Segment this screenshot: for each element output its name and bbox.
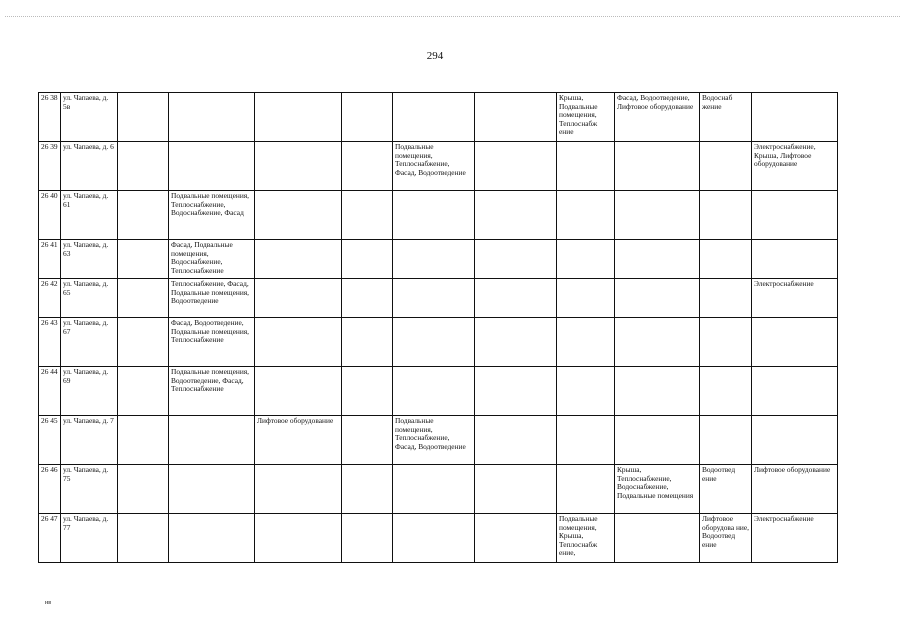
work-cell (700, 318, 752, 367)
address-cell: ул. Чапаева, д. 77 (61, 514, 118, 563)
work-cell (255, 142, 342, 191)
work-cell (557, 367, 615, 416)
work-cell: Электроснабжение (752, 279, 838, 318)
work-cell (475, 191, 557, 240)
work-cell (700, 367, 752, 416)
work-cell (393, 191, 475, 240)
work-cell: Лифтовое оборудование (255, 416, 342, 465)
work-cell (752, 191, 838, 240)
work-cell (475, 279, 557, 318)
work-cell (475, 514, 557, 563)
page-number: 294 (426, 50, 444, 62)
row-number-cell: 26 40 (39, 191, 61, 240)
table-row (39, 279, 838, 318)
table-row (39, 514, 838, 563)
row-number-cell: 26 46 (39, 465, 61, 514)
work-cell (700, 279, 752, 318)
empty-cell (118, 465, 169, 514)
work-cell (475, 416, 557, 465)
empty-cell (118, 240, 169, 279)
work-cell (475, 142, 557, 191)
row-number-cell: 26 45 (39, 416, 61, 465)
work-cell: Крыша, Теплоснабжение, Водоснабжение, Подвальные помещения (615, 465, 700, 514)
work-cell: Лифтовое оборудование (752, 465, 838, 514)
work-cell (700, 191, 752, 240)
work-cell: Крыша, Подвальные помещения, Теплоснабж ение (557, 93, 615, 142)
row-number-cell: 26 43 (39, 318, 61, 367)
empty-cell (342, 367, 393, 416)
address-cell: ул. Чапаева, д. 67 (61, 318, 118, 367)
row-number-cell: 26 42 (39, 279, 61, 318)
work-cell (752, 93, 838, 142)
table-row (39, 318, 838, 367)
address-cell: ул. Чапаева, д. 5в (61, 93, 118, 142)
work-cell (475, 318, 557, 367)
empty-cell (118, 367, 169, 416)
work-cell: Электроснабжение, Крыша, Лифтовое оборудование (752, 142, 838, 191)
empty-cell (118, 416, 169, 465)
work-cell (752, 416, 838, 465)
work-cell (700, 142, 752, 191)
work-cell (255, 240, 342, 279)
work-cell (557, 416, 615, 465)
work-cell (615, 367, 700, 416)
work-cell (557, 279, 615, 318)
empty-cell (118, 142, 169, 191)
work-cell (169, 93, 255, 142)
work-cell (169, 465, 255, 514)
work-cell (393, 465, 475, 514)
work-cell (255, 279, 342, 318)
work-cell: Фасад, Водоотведение, Подвальные помещения, Теплоснабжение (169, 318, 255, 367)
table-row (39, 191, 838, 240)
empty-cell (342, 279, 393, 318)
work-cell (557, 240, 615, 279)
work-cell (615, 416, 700, 465)
work-cell: Лифтовое оборудова ние, Водоотвед ение (700, 514, 752, 563)
work-cell (557, 318, 615, 367)
address-cell: ул. Чапаева, д. 65 (61, 279, 118, 318)
work-cell (475, 465, 557, 514)
work-cell (475, 367, 557, 416)
empty-cell (342, 93, 393, 142)
address-cell: ул. Чапаева, д. 61 (61, 191, 118, 240)
work-cell: Фасад, Водоотведение, Лифтовое оборудование (615, 93, 700, 142)
work-cell: Подвальные помещения, Теплоснабжение, Водоснабжение, Фасад (169, 191, 255, 240)
work-cell (615, 514, 700, 563)
table-row (39, 367, 838, 416)
work-cell: Водоотвед ение (700, 465, 752, 514)
work-cell: Подвальные помещения, Крыша, Теплоснабж ение, (557, 514, 615, 563)
work-cell (615, 240, 700, 279)
empty-cell (118, 318, 169, 367)
work-cell: Электроснабжение (752, 514, 838, 563)
work-cell (393, 240, 475, 279)
work-cell (393, 367, 475, 416)
work-cell: Подвальные помещения, Водоотведение, Фасад, Теплоснабжение (169, 367, 255, 416)
work-cell (700, 240, 752, 279)
work-cell (557, 465, 615, 514)
work-cell (700, 416, 752, 465)
work-cell (393, 93, 475, 142)
address-cell: ул. Чапаева, д. 63 (61, 240, 118, 279)
empty-cell (118, 191, 169, 240)
work-cell (615, 279, 700, 318)
address-cell: ул. Чапаева, д. 75 (61, 465, 118, 514)
work-cell (615, 142, 700, 191)
table-row (39, 416, 838, 465)
work-cell (752, 318, 838, 367)
empty-cell (342, 142, 393, 191)
table-row (39, 142, 838, 191)
empty-cell (342, 191, 393, 240)
empty-cell (118, 514, 169, 563)
empty-cell (118, 93, 169, 142)
row-number-cell: 26 39 (39, 142, 61, 191)
footer-note: нв (45, 600, 52, 606)
work-cell (752, 240, 838, 279)
work-cell (169, 514, 255, 563)
address-cell: ул. Чапаева, д. 6 (61, 142, 118, 191)
work-cell (169, 416, 255, 465)
work-cell (255, 465, 342, 514)
work-cell (615, 191, 700, 240)
work-cell (615, 318, 700, 367)
empty-cell (118, 279, 169, 318)
table-row (39, 240, 838, 279)
work-cell (255, 93, 342, 142)
work-cell (169, 142, 255, 191)
work-cell: Теплоснабжение, Фасад, Подвальные помещения, Водоотведение (169, 279, 255, 318)
work-cell (393, 279, 475, 318)
work-cell (752, 367, 838, 416)
work-cell (393, 514, 475, 563)
work-cell: Фасад, Подвальные помещения, Водоснабжение, Теплоснабжение (169, 240, 255, 279)
work-cell (255, 367, 342, 416)
work-cell: Подвальные помещения, Теплоснабжение, Фасад, Водоотведение (393, 142, 475, 191)
row-number-cell: 26 44 (39, 367, 61, 416)
empty-cell (342, 465, 393, 514)
work-cell (557, 142, 615, 191)
table-row (39, 465, 838, 514)
empty-cell (342, 514, 393, 563)
work-cell (255, 514, 342, 563)
empty-cell (342, 318, 393, 367)
work-cell (475, 93, 557, 142)
work-cell (557, 191, 615, 240)
scan-top-edge (5, 16, 900, 17)
empty-cell (342, 416, 393, 465)
work-cell: Водоснаб жение (700, 93, 752, 142)
work-cell: Подвальные помещения, Теплоснабжение, Фасад, Водоотведение (393, 416, 475, 465)
address-cell: ул. Чапаева, д. 7 (61, 416, 118, 465)
work-cell (255, 318, 342, 367)
work-cell (393, 318, 475, 367)
table-row (39, 93, 838, 142)
row-number-cell: 26 38 (39, 93, 61, 142)
work-cell (475, 240, 557, 279)
row-number-cell: 26 47 (39, 514, 61, 563)
empty-cell (342, 240, 393, 279)
repair-schedule-table (38, 92, 838, 563)
work-cell (255, 191, 342, 240)
row-number-cell: 26 41 (39, 240, 61, 279)
address-cell: ул. Чапаева, д. 69 (61, 367, 118, 416)
